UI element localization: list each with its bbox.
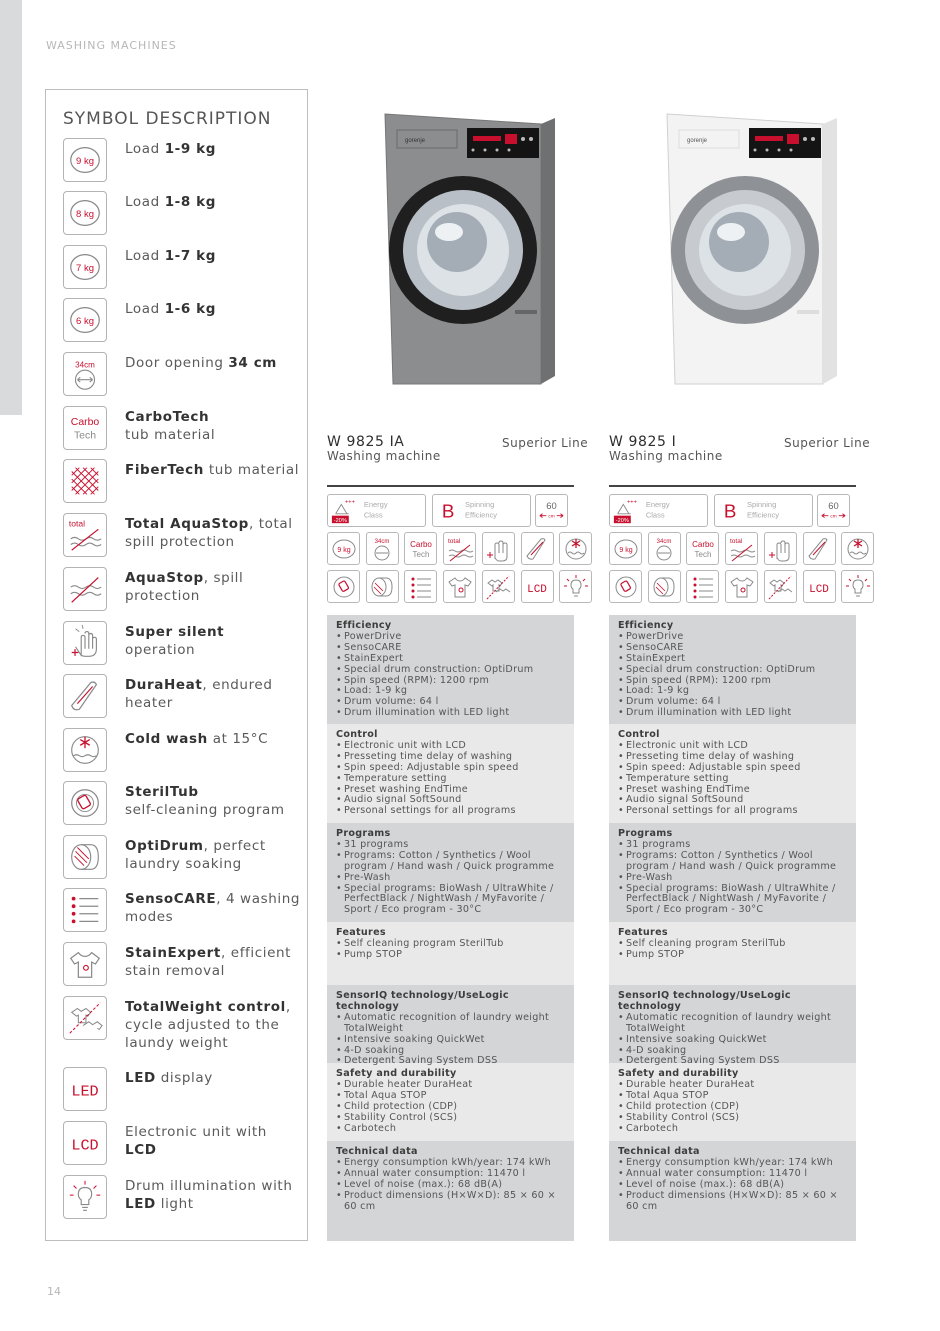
carbotech-icon [686,532,719,565]
spec-item: • Child protection (CDP) [618,1102,847,1113]
duraheat-icon [803,532,836,565]
energy-class-badge [609,494,708,527]
icon-label: 9 kg [618,546,633,554]
drum-led-icon [63,1175,107,1219]
duraheat-icon [521,532,554,565]
spec-section [609,985,856,1067]
energy-sub: -20% [615,518,629,525]
legend-post: tub material [203,462,300,478]
spec-sheet [609,615,856,1241]
super-silent-icon [63,621,107,665]
legend-item-text [125,676,301,712]
spec-item: • Temperature setting [336,774,565,785]
spec-section [609,922,856,985]
spec-section [327,615,574,724]
legend-pre: Door opening [125,355,229,371]
legend-item-text [125,998,301,1052]
total-aquastop-icon [725,532,758,565]
sensocare-icon [404,570,437,603]
legend-item-text [125,461,301,479]
spec-item: • Programs: Cotton / Synthetics / Wool program / Hand wash / Quick programme [618,851,847,873]
legend-item [46,728,306,781]
load-6kg-icon [63,298,107,342]
icon-label: Tech [694,549,712,559]
product-model: W 9825 IA [327,434,405,450]
legend-item-text [125,193,301,211]
cold-wash-icon [63,728,107,772]
spin-efficiency-badge [432,494,531,527]
icon-label: Tech [73,430,97,442]
drum-light-icon [559,570,592,603]
icon-label: LCD [809,583,829,596]
load-8kg-icon [63,191,107,235]
svg-text:gorenje: gorenje [687,138,708,144]
spec-item: • Automatic recognition of laundry weight TotalWeight [618,1013,847,1035]
spec-item: • Product dimensions (H×W×D): 85 × 60 × 60 cm [618,1191,847,1213]
spec-item: • Temperature setting [618,774,847,785]
divider-rule [327,485,574,487]
legend-bold: LED [125,1070,156,1086]
spec-section-title: Control [618,729,660,740]
icon-label: Carbo [70,417,100,429]
width-value: 60 [828,500,839,512]
spec-item: • Detergent Saving System DSS [336,1056,565,1067]
energy-label-2: Class [645,510,665,520]
spec-item: • Energy consumption kWh/year: 174 kWh [336,1158,565,1169]
spec-item: • Special drum construction: OptiDrum [618,665,847,676]
legend-item [46,191,306,244]
led-display-icon [63,1067,107,1111]
legend-post: display [155,1070,213,1086]
spec-item: • 4-D soaking [336,1046,565,1057]
spec-item: • Drum volume: 64 l [618,697,847,708]
spec-item: • Level of noise (max.): 68 dB(A) [618,1180,847,1191]
product-line: Superior Line [784,436,871,450]
legend-item [46,352,306,405]
spec-section-title: Safety and durability [336,1068,457,1079]
legend-item-text [125,247,301,265]
page-header: WASHING MACHINES [46,39,177,52]
width-value: 60 [546,500,557,512]
spec-item: • Product dimensions (H×W×D): 85 × 60 × 60 cm [336,1191,565,1213]
steriltub-icon [327,570,360,603]
spec-item: • Personal settings for all programs [336,806,565,817]
spec-item: • 4-D soaking [618,1046,847,1057]
spin-label-2: Efficiency [747,510,780,520]
spec-item: • Load: 1-9 kg [618,686,847,697]
legend-bold: 34 cm [228,355,277,371]
spec-item: • Personal settings for all programs [618,806,847,817]
legend-item-text [125,515,301,551]
optidrum-icon [366,570,399,603]
legend-bold: DuraHeat [125,677,203,693]
spec-section-title: Safety and durability [618,1068,739,1079]
sensocare-icon [63,888,107,932]
svg-text:+++: +++ [627,499,637,506]
sterilitub-icon [63,781,107,825]
spec-item: • Spin speed (RPM): 1200 rpm [336,676,565,687]
icon-label: Carbo [691,539,714,549]
spec-item: • PowerDrive [336,632,565,643]
spec-section [327,823,574,922]
legend-bold: 1-9 kg [164,141,217,157]
spec-item: • Drum illumination with LED light [618,708,847,719]
legend-item-text [125,783,301,819]
load-7kg-icon [63,245,107,289]
legend-bold: 1-6 kg [164,301,217,317]
spec-item: • Load: 1-9 kg [336,686,565,697]
spec-section [327,724,574,823]
stainexpert-icon [443,570,476,603]
icon-label: 9 kg [336,546,351,554]
lcd-icon [521,570,554,603]
spec-item: • Carbotech [618,1124,847,1135]
spec-section [609,615,856,724]
legend-bold: LCD [125,1142,157,1158]
product-type: Washing machine [609,449,723,463]
lcd-unit-icon [63,1121,107,1165]
total-aquastop-icon [63,513,107,557]
spec-section-title: Features [618,927,668,938]
spec-item: • Intensive soaking QuickWet [618,1035,847,1046]
door-opening-icon [63,352,107,396]
spec-item: • Pre-Wash [336,873,565,884]
legend-item-text [125,300,301,318]
spec-item: • Presseting time delay of washing [618,752,847,763]
icon-label: total [447,537,460,545]
icon-label: 9 kg [76,155,94,167]
super-silent-icon [482,532,515,565]
spec-item: • Electronic unit with LCD [618,741,847,752]
spec-section-title: Technical data [618,1146,700,1157]
icon-label: total [68,518,86,529]
icon-label: LCD [71,1136,99,1155]
spec-item: • Self cleaning program SterilTub [618,939,847,950]
legend-bold: FiberTech [125,462,204,478]
optidrum-icon [648,570,681,603]
legend-pre: Load [125,194,165,210]
spec-item: • SensoCARE [336,643,565,654]
legend-item-text [125,569,301,605]
icon-label: 8 kg [76,208,94,220]
optidrum-icon [63,835,107,879]
svg-text:+++: +++ [345,499,355,506]
legend-item [46,245,306,298]
aquastop-icon [63,567,107,611]
spec-item: • Intensive soaking QuickWet [336,1035,565,1046]
legend-bold: CarboTech [125,409,210,425]
washing-machine-photo [627,110,847,394]
spec-item: • Child protection (CDP) [336,1102,565,1113]
legend-item-text [125,730,301,748]
spec-item: • Total Aqua STOP [336,1091,565,1102]
spec-item: • Preset washing EndTime [336,785,565,796]
legend-item [46,567,306,620]
steriltub-icon [609,570,642,603]
legend-post: , cycle adjusted to the laundy weight [125,999,291,1051]
legend-item [46,781,306,834]
stainexpert-icon [63,942,107,986]
icon-label: 6 kg [76,315,94,327]
spec-section [609,1063,856,1141]
legend-item-text [125,408,301,444]
washing-machine-photo [345,110,565,394]
spec-section-title: SensorIQ technology/UseLogic technology [336,990,509,1012]
energy-sub: -20% [333,518,347,525]
spec-section [609,823,856,922]
legend-bold: Super silent [125,624,225,640]
legend-bold: SterilTub [125,784,199,800]
legend-item-text [125,944,301,980]
legend-item [46,406,306,459]
spec-section-title: Programs [336,828,391,839]
legend-item [46,888,306,941]
spec-item: • 31 programs [336,840,565,851]
legend-item-text [125,1177,301,1213]
legend-pre: Load [125,248,165,264]
legend-post: , spill protection [125,570,244,604]
spec-item: • Automatic recognition of laundry weight TotalWeight [336,1013,565,1035]
spec-item: • Durable heater DuraHeat [618,1080,847,1091]
spin-class: B [723,500,737,522]
spin-efficiency-badge [714,494,813,527]
energy-label: Energy [645,500,670,510]
width-unit: cm [830,513,837,519]
icon-label: total [729,537,742,545]
legend-bold: 1-7 kg [164,248,217,264]
icon-label: 7 kg [76,262,94,274]
energy-label: Energy [363,500,388,510]
energy-label-2: Class [363,510,383,520]
spin-class: B [441,500,455,522]
spec-item: • Programs: Cotton / Synthetics / Wool program / Hand wash / Quick programme [336,851,565,873]
divider-rule [609,485,856,487]
width-badge [817,494,850,527]
legend-bold: Cold wash [125,731,208,747]
spec-section-title: Efficiency [618,620,674,631]
spec-item: • Preset washing EndTime [618,785,847,796]
legend-pre: Load [125,141,165,157]
spec-item: • StainExpert [336,654,565,665]
spec-item: • Audio signal SoftSound [618,795,847,806]
legend-item [46,298,306,351]
load-icon [327,532,360,565]
spec-item: • Drum volume: 64 l [336,697,565,708]
load-icon [609,532,642,565]
spec-item: • Drum illumination with LED light [336,708,565,719]
legend-bold: OptiDrum [125,838,204,854]
totalweight-icon [63,996,107,1040]
spec-section-title: Features [336,927,386,938]
legend-bold: StainExpert [125,945,221,961]
carbotech-icon [63,406,107,450]
fibertech-icon [63,459,107,503]
energy-class-badge [327,494,426,527]
spec-item: • PowerDrive [618,632,847,643]
legend-bold: Total AquaStop [125,516,249,532]
product-model: W 9825 I [609,434,677,450]
spec-item: • Detergent Saving System DSS [618,1056,847,1067]
spec-section-title: Control [336,729,378,740]
spec-item: • Annual water consumption: 11470 l [336,1169,565,1180]
legend-item [46,459,306,512]
legend-post: light [155,1196,194,1212]
icon-label: Carbo [409,539,432,549]
icon-label: 34cm [75,360,95,370]
legend-item-text [125,140,301,158]
spec-section [327,1141,574,1241]
spec-item: • Special programs: BioWash / UltraWhite / PerfectBlack / NightWash / MyFavorite / Sport / Eco program - 30°C [618,884,847,917]
duraheat-icon [63,674,107,718]
spec-sheet [327,615,574,1241]
spec-item: • Spin speed: Adjustable spin speed [618,763,847,774]
spec-section [327,985,574,1067]
door-opening-icon [648,532,681,565]
legend-post: self-cleaning program [125,802,285,818]
legend-bold: TotalWeight control [125,999,286,1015]
spec-section [609,724,856,823]
legend-item [46,1121,306,1174]
spec-item: • Pre-Wash [618,873,847,884]
product-type: Washing machine [327,449,441,463]
lcd-icon [803,570,836,603]
spin-label: Spinning [747,500,777,510]
legend-bold: SensoCARE [125,891,217,907]
legend-item-text [125,1069,301,1087]
svg-text:gorenje: gorenje [405,138,426,144]
spec-item: • Special programs: BioWash / UltraWhite / PerfectBlack / NightWash / MyFavorite / Sport / Eco program - 30°C [336,884,565,917]
spec-item: • Presseting time delay of washing [336,752,565,763]
legend-title: SYMBOL DESCRIPTION [63,109,272,129]
legend-item [46,1175,306,1228]
icon-label: LCD [527,583,547,596]
legend-item [46,942,306,995]
legend-post: tub material [125,427,216,443]
icon-label: LED [71,1082,99,1101]
icon-label: 34cm [374,538,390,545]
spec-item: • Stability Control (SCS) [618,1113,847,1124]
spec-item: • Self cleaning program SterilTub [336,939,565,950]
legend-post: , efficient stain removal [125,945,292,979]
spec-item: • Total Aqua STOP [618,1091,847,1102]
legend-item [46,674,306,727]
legend-item [46,835,306,888]
legend-item-text [125,354,301,372]
spec-item: • Energy consumption kWh/year: 174 kWh [618,1158,847,1169]
page-number: 14 [47,1285,61,1298]
legend-post: operation [125,642,196,658]
spec-section [327,1063,574,1141]
legend-pre: Electronic unit with [125,1124,267,1140]
spec-section-title: Efficiency [336,620,392,631]
totalweight-icon [482,570,515,603]
legend-post: , perfect laundry soaking [125,838,266,872]
legend-item-text [125,1123,301,1159]
stainexpert-icon [725,570,758,603]
spec-item: • Level of noise (max.): 68 dB(A) [336,1180,565,1191]
spec-section-title: Programs [618,828,673,839]
spec-item: • Stability Control (SCS) [336,1113,565,1124]
totalweight-icon [764,570,797,603]
legend-bold: LED [125,1196,156,1212]
spin-label-2: Efficiency [465,510,498,520]
legend-item [46,138,306,191]
legend-item [46,513,306,566]
spec-item: • Pump STOP [618,950,847,961]
spec-item: • Spin speed (RPM): 1200 rpm [618,676,847,687]
spec-item: • Spin speed: Adjustable spin speed [336,763,565,774]
width-unit: cm [548,513,555,519]
icon-label: Tech [412,549,430,559]
spec-item: • Special drum construction: OptiDrum [336,665,565,676]
super-silent-icon [764,532,797,565]
side-tab-strip [0,0,22,415]
legend-bold: 1-8 kg [164,194,217,210]
legend-post: at 15°C [207,731,269,747]
legend-item-text [125,837,301,873]
spec-section [609,1141,856,1241]
legend-bold: AquaStop [125,570,204,586]
legend-item [46,621,306,674]
legend-post: , endured heater [125,677,273,711]
legend-item-text [125,623,301,659]
legend-item [46,996,306,1049]
drum-light-icon [841,570,874,603]
door-opening-icon [366,532,399,565]
product-line: Superior Line [502,436,589,450]
legend-post: , total spill protection [125,516,293,550]
spec-item: • 31 programs [618,840,847,851]
width-badge [535,494,568,527]
spec-item: • Audio signal SoftSound [336,795,565,806]
icon-label: 34cm [656,538,672,545]
symbol-description-panel [45,89,308,1241]
legend-item [46,1067,306,1120]
spin-label: Spinning [465,500,495,510]
carbotech-icon [404,532,437,565]
spec-item: • SensoCARE [618,643,847,654]
cold-wash-icon [841,532,874,565]
spec-item: • StainExpert [618,654,847,665]
spec-item: • Carbotech [336,1124,565,1135]
legend-item-text [125,890,301,926]
load-9kg-icon [63,138,107,182]
spec-item: • Pump STOP [336,950,565,961]
legend-pre: Drum illumination with [125,1178,293,1194]
spec-item: • Durable heater DuraHeat [336,1080,565,1091]
spec-item: • Annual water consumption: 11470 l [618,1169,847,1180]
spec-section-title: SensorIQ technology/UseLogic technology [618,990,791,1012]
spec-item: • Electronic unit with LCD [336,741,565,752]
sensocare-icon [686,570,719,603]
legend-pre: Load [125,301,165,317]
spec-section-title: Technical data [336,1146,418,1157]
spec-section [327,922,574,985]
cold-wash-icon [559,532,592,565]
legend-post: , 4 washing modes [125,891,301,925]
total-aquastop-icon [443,532,476,565]
